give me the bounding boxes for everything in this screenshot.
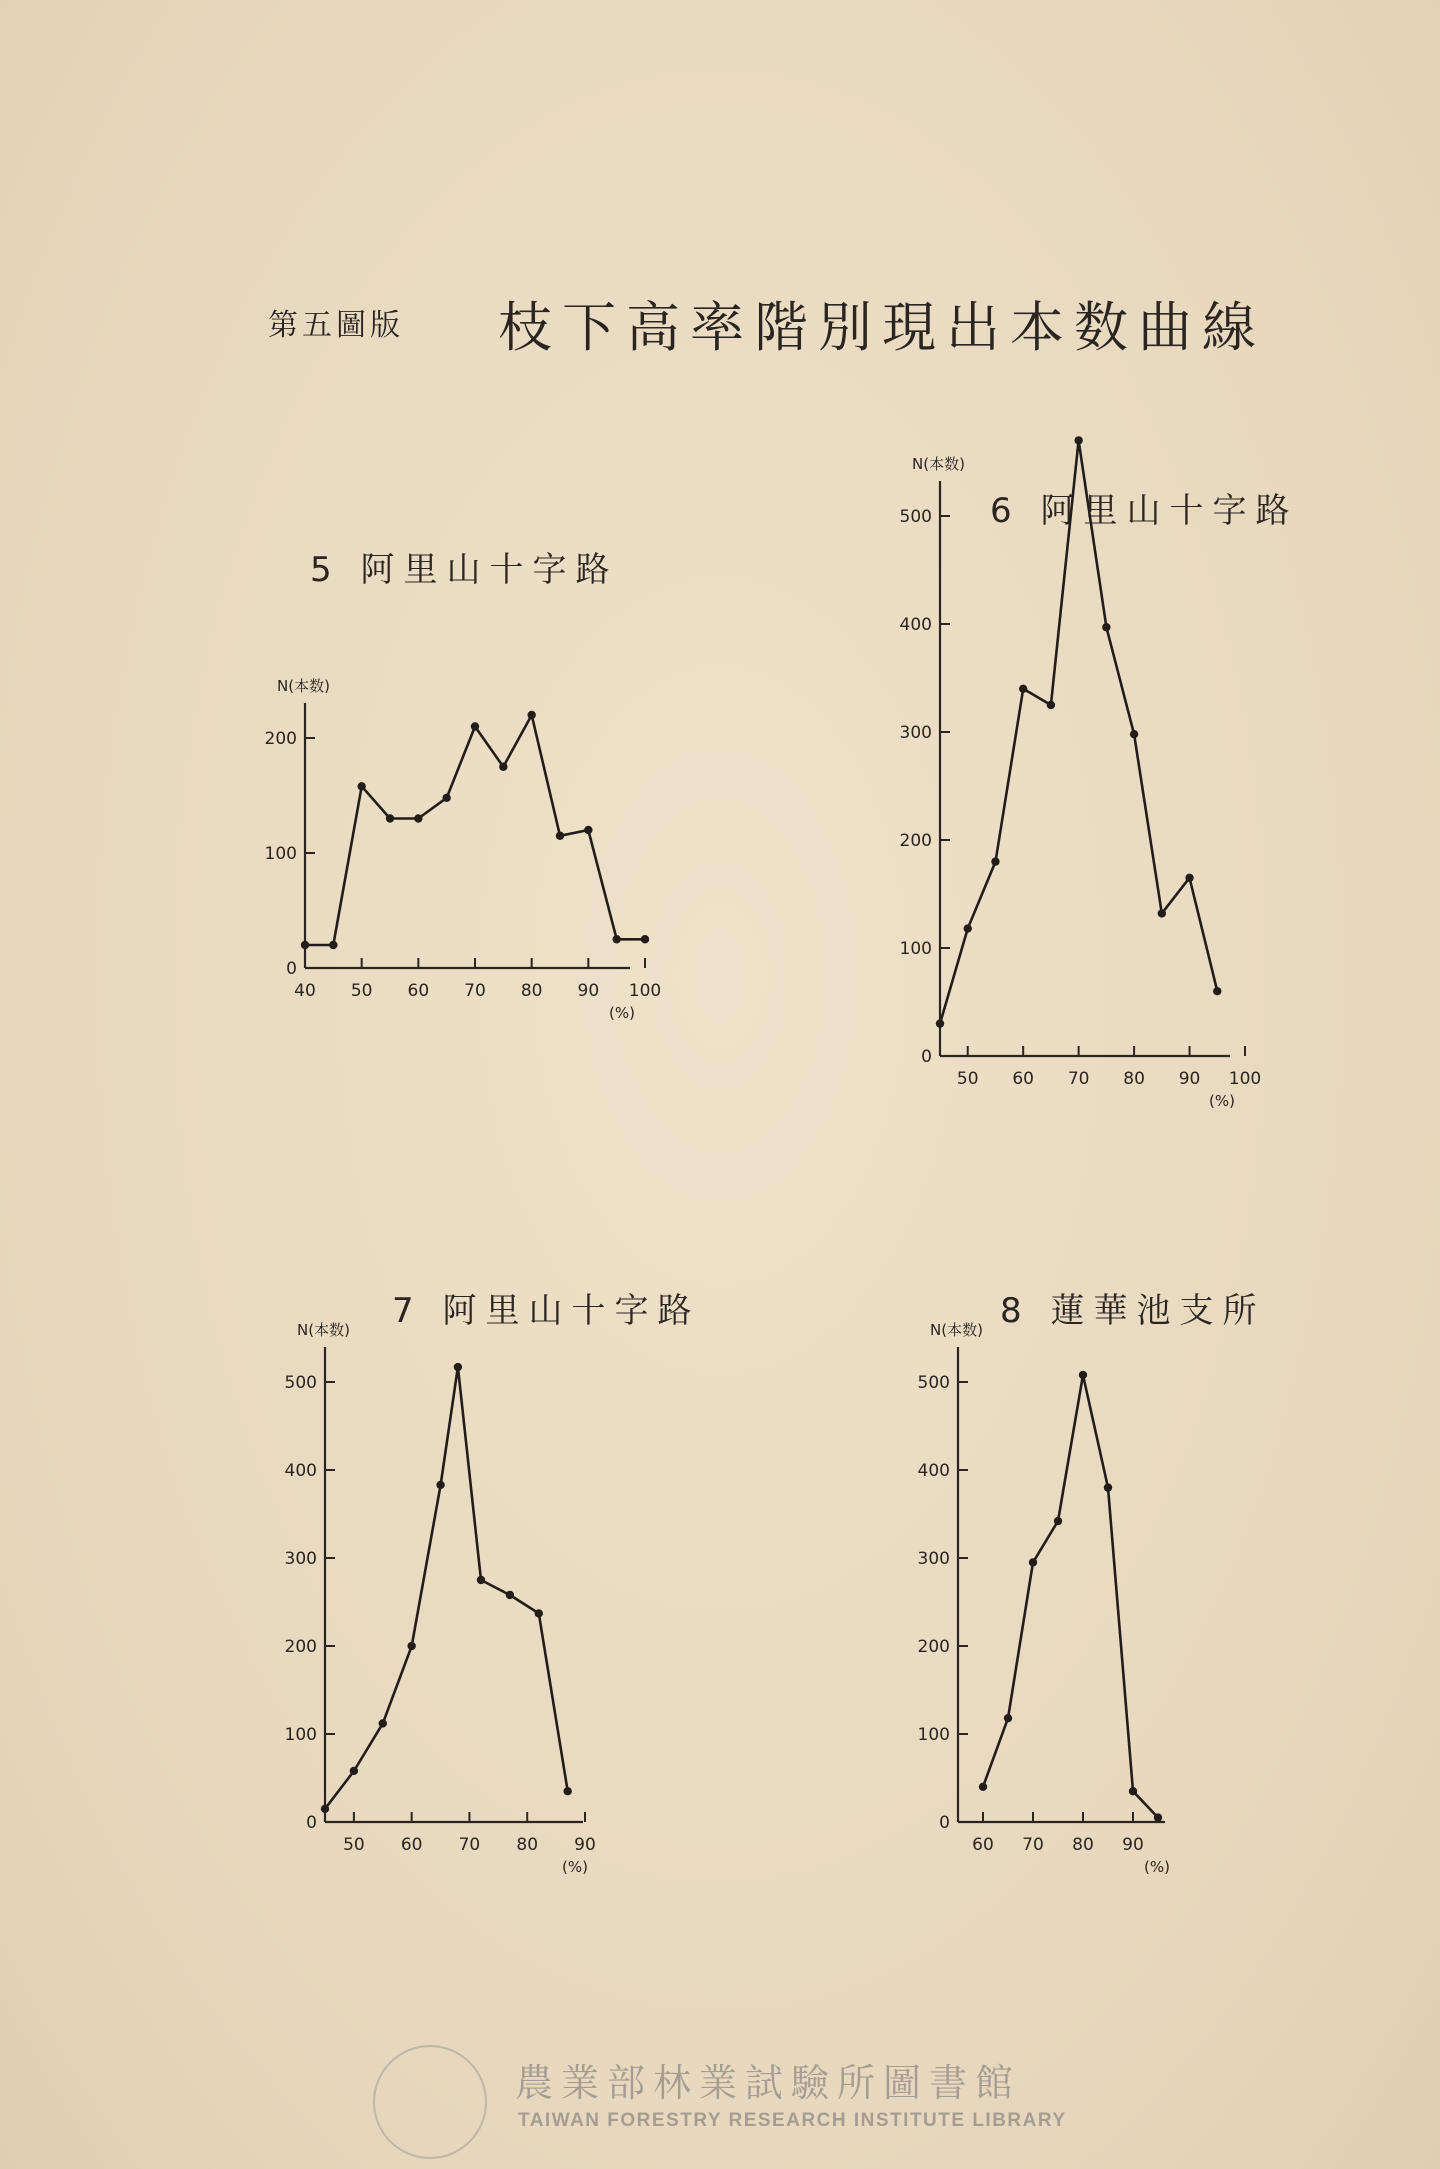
x-axis-unit: (%) — [609, 1004, 635, 1022]
x-tick-label: 50 — [350, 981, 373, 1001]
chart-3-title: 7 阿里山十字路 — [392, 1291, 701, 1331]
y-tick-label: 400 — [917, 1461, 950, 1481]
data-point — [1213, 987, 1221, 995]
data-point — [357, 782, 365, 790]
y-axis-label: N(本数) — [930, 1321, 983, 1339]
x-tick-label: 60 — [1012, 1069, 1035, 1089]
x-axis-unit: (%) — [562, 1858, 588, 1876]
data-point — [1130, 730, 1138, 738]
y-tick-label: 200 — [284, 1637, 317, 1657]
x-tick-label: 50 — [343, 1835, 365, 1855]
data-point — [1154, 1813, 1162, 1821]
series-line — [325, 1367, 568, 1809]
data-point — [414, 814, 422, 822]
data-point — [612, 935, 620, 943]
series-line — [305, 715, 645, 945]
data-point — [321, 1805, 329, 1813]
data-point — [471, 722, 479, 730]
tfri-logo-icon — [373, 2045, 487, 2159]
x-tick-label: 80 — [520, 981, 543, 1001]
data-point — [1158, 909, 1166, 917]
data-point — [499, 763, 507, 771]
data-point — [563, 1787, 571, 1795]
y-axis-label: N(本数) — [277, 677, 330, 695]
x-tick-label: 60 — [400, 1835, 423, 1855]
data-point — [1129, 1787, 1137, 1795]
x-axis-unit: (%) — [1209, 1092, 1235, 1110]
series-line — [983, 1375, 1158, 1818]
y-tick-label: 100 — [264, 844, 297, 864]
data-point — [407, 1642, 415, 1650]
chart-2-title: 6 阿里山十字路 — [990, 491, 1299, 531]
data-point — [477, 1576, 485, 1584]
y-tick-label: 400 — [284, 1461, 317, 1481]
data-point — [506, 1591, 514, 1599]
data-point — [386, 814, 394, 822]
y-tick-label: 0 — [306, 1813, 317, 1833]
y-axis-label: N(本数) — [297, 1321, 350, 1339]
data-point — [350, 1767, 358, 1775]
y-tick-label: 300 — [284, 1549, 317, 1569]
y-tick-label: 500 — [917, 1373, 950, 1393]
chart-1 — [265, 677, 662, 1022]
x-tick-label: 100 — [628, 981, 662, 1001]
y-tick-label: 200 — [917, 1637, 950, 1657]
data-point — [1047, 701, 1055, 709]
data-point — [535, 1609, 543, 1617]
y-tick-label: 300 — [899, 723, 932, 743]
data-point — [1019, 685, 1027, 693]
y-tick-label: 100 — [899, 939, 932, 959]
data-point — [584, 826, 592, 834]
library-name-zh: 農業部林業試驗所圖書館 — [515, 2061, 1022, 2105]
y-tick-label: 500 — [284, 1373, 317, 1393]
data-point — [1004, 1714, 1012, 1722]
y-tick-label: 0 — [921, 1047, 932, 1067]
y-tick-label: 0 — [286, 959, 297, 979]
series-line — [940, 440, 1217, 1023]
data-point — [1029, 1558, 1037, 1566]
data-point — [1079, 1371, 1087, 1379]
y-axis-label: N(本数) — [912, 455, 965, 473]
x-tick-label: 60 — [972, 1835, 994, 1855]
data-point — [1104, 1483, 1112, 1491]
y-tick-label: 0 — [939, 1813, 950, 1833]
y-tick-label: 100 — [917, 1725, 950, 1745]
chart-2 — [900, 436, 1262, 1110]
data-point — [527, 711, 535, 719]
data-point — [454, 1363, 462, 1371]
chart-4 — [918, 1321, 1170, 1876]
x-tick-label: 90 — [1122, 1835, 1144, 1855]
y-tick-label: 200 — [264, 729, 297, 749]
x-tick-label: 50 — [956, 1069, 979, 1089]
data-point — [1074, 436, 1082, 444]
y-tick-label: 200 — [899, 831, 932, 851]
y-tick-label: 500 — [899, 507, 932, 527]
chart-4-title: 8 蓮華池支所 — [1000, 1291, 1266, 1331]
chart-3 — [285, 1321, 596, 1876]
data-point — [936, 1019, 944, 1027]
plate-label: 第五圖版 — [268, 308, 404, 343]
x-tick-label: 100 — [1228, 1069, 1262, 1089]
x-tick-label: 90 — [1178, 1069, 1201, 1089]
x-tick-label: 80 — [1123, 1069, 1145, 1089]
x-axis-unit: (%) — [1144, 1858, 1170, 1876]
y-tick-label: 300 — [917, 1549, 950, 1569]
data-point — [964, 924, 972, 932]
x-tick-label: 70 — [458, 1835, 481, 1855]
data-point — [556, 832, 564, 840]
x-tick-label: 90 — [574, 1835, 596, 1855]
x-tick-label: 80 — [516, 1835, 539, 1855]
data-point — [329, 941, 337, 949]
y-tick-label: 100 — [284, 1725, 317, 1745]
chart-1-title: 5 阿里山十字路 — [310, 550, 619, 590]
x-tick-label: 90 — [577, 981, 600, 1001]
data-point — [442, 794, 450, 802]
data-point — [979, 1783, 987, 1791]
data-point — [1185, 874, 1193, 882]
data-point — [379, 1719, 387, 1727]
data-point — [1054, 1517, 1062, 1525]
data-point — [1102, 623, 1110, 631]
x-tick-label: 70 — [464, 981, 486, 1001]
x-tick-label: 60 — [407, 981, 430, 1001]
library-name-en: TAIWAN FORESTRY RESEARCH INSTITUTE LIBRARY — [518, 2110, 1067, 2131]
page-title: 枝下高率階別現出本数曲線 — [498, 296, 1266, 359]
data-point — [991, 857, 999, 865]
data-point — [301, 941, 309, 949]
y-tick-label: 400 — [899, 615, 932, 635]
x-tick-label: 40 — [294, 981, 316, 1001]
x-tick-label: 70 — [1022, 1835, 1044, 1855]
x-tick-label: 80 — [1072, 1835, 1094, 1855]
x-tick-label: 70 — [1067, 1069, 1090, 1089]
data-point — [641, 935, 649, 943]
data-point — [436, 1481, 444, 1489]
